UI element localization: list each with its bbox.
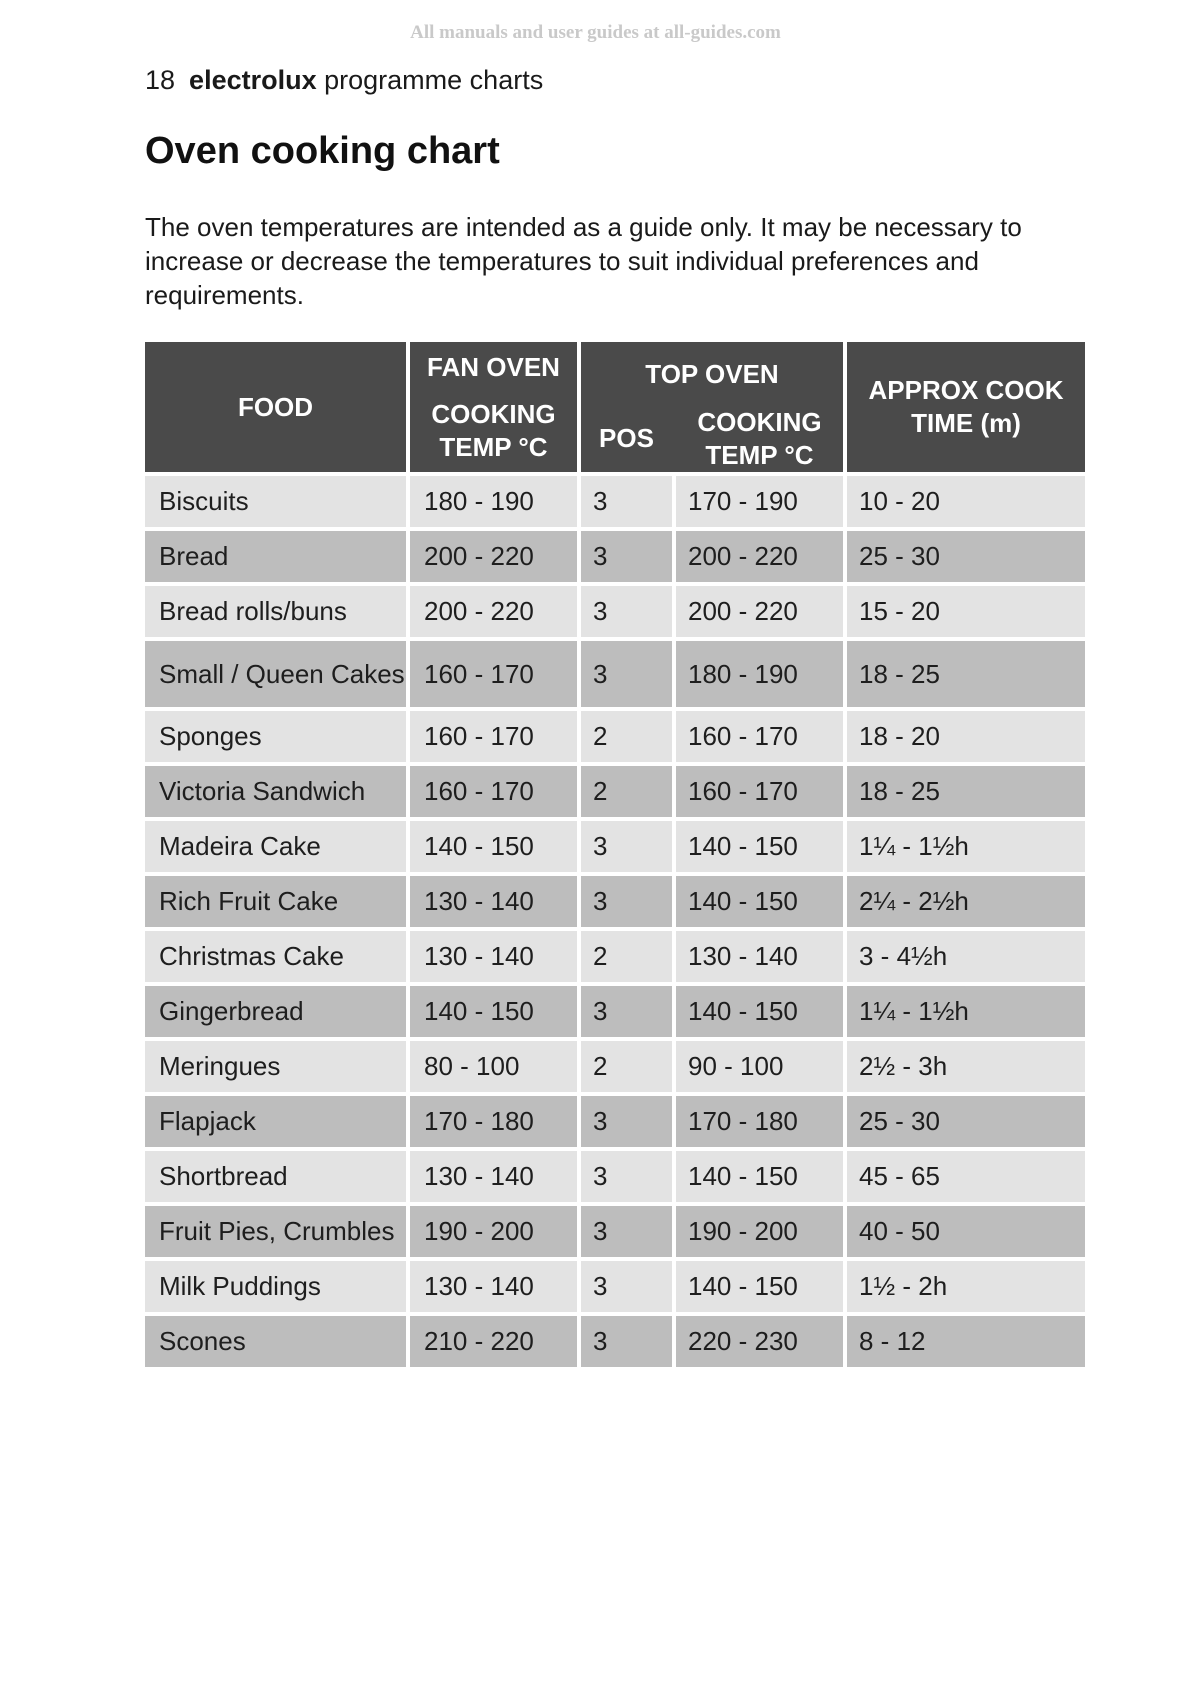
cell-cook-time: 10 - 20 [847,476,1085,527]
table-row [145,931,1085,982]
cell-cook-time: 1¼ - 1½h [847,986,1085,1037]
table-row [145,1096,1085,1147]
cell-food: Bread rolls/buns [145,586,406,637]
header-cook-time: APPROX COOK TIME (m) [847,342,1085,472]
cell-pos: 3 [581,1261,672,1312]
page-number: 18 [145,65,176,95]
cell-cook-time: 2½ - 3h [847,1041,1085,1092]
table-row [145,1206,1085,1257]
cell-top-temp: 140 - 150 [676,986,843,1037]
header-fan-oven: FAN OVEN [427,351,560,382]
table-row [145,876,1085,927]
cell-pos: 3 [581,1206,672,1257]
cell-top-temp: 160 - 170 [676,766,843,817]
cell-fan-temp: 160 - 170 [410,766,577,817]
section-name: programme charts [324,65,544,95]
cell-top-temp: 200 - 220 [676,531,843,582]
cell-top-temp: 140 - 150 [676,821,843,872]
cell-cook-time: 40 - 50 [847,1206,1085,1257]
cell-fan-temp: 130 - 140 [410,876,577,927]
cell-top-temp: 140 - 150 [676,876,843,927]
cell-cook-time: 25 - 30 [847,1096,1085,1147]
table-row [145,821,1085,872]
cell-top-temp: 130 - 140 [676,931,843,982]
cell-top-temp: 140 - 150 [676,1261,843,1312]
running-header [145,65,543,96]
cell-fan-temp: 80 - 100 [410,1041,577,1092]
cell-fan-temp: 130 - 140 [410,1261,577,1312]
header-top-temp: COOKING TEMP °C [697,407,822,470]
cell-top-temp: 140 - 150 [676,1151,843,1202]
cell-food: Small / Queen Cakes [145,641,406,707]
cell-pos: 2 [581,931,672,982]
table-body [145,476,1085,1367]
cell-pos: 3 [581,876,672,927]
cell-cook-time: 18 - 20 [847,711,1085,762]
oven-cooking-table [145,342,1085,1367]
cell-top-temp: 190 - 200 [676,1206,843,1257]
cell-fan-temp: 130 - 140 [410,1151,577,1202]
header-food: FOOD [145,342,406,472]
cell-food: Flapjack [145,1096,406,1147]
header-fan-temp: COOKING TEMP °C [431,398,556,462]
table-row [145,1151,1085,1202]
cell-top-temp: 220 - 230 [676,1316,843,1367]
table-row [145,476,1085,527]
table-row [145,711,1085,762]
cell-fan-temp: 190 - 200 [410,1206,577,1257]
table-row [145,1041,1085,1092]
cell-fan-temp: 140 - 150 [410,986,577,1037]
cell-pos: 3 [581,476,672,527]
cell-food: Victoria Sandwich [145,766,406,817]
cell-top-temp: 200 - 220 [676,586,843,637]
table-row [145,766,1085,817]
header-top-oven: TOP OVEN [645,359,779,389]
table-row [145,1316,1085,1367]
intro-paragraph: The oven temperatures are intended as a guide only. It may be necessary to increase or decrease the temperatures to suit individual preferences and requirements. [145,212,1022,310]
cell-fan-temp: 160 - 170 [410,641,577,707]
cell-food: Shortbread [145,1151,406,1202]
header-pos: POS [599,423,654,453]
cell-cook-time: 2¼ - 2½h [847,876,1085,927]
table-row [145,531,1085,582]
header-fan-oven-group [410,342,577,472]
cell-pos: 3 [581,641,672,707]
table-row [145,986,1085,1037]
cell-pos: 2 [581,711,672,762]
cell-cook-time: 15 - 20 [847,586,1085,637]
cell-pos: 3 [581,531,672,582]
cell-fan-temp: 130 - 140 [410,931,577,982]
cell-pos: 3 [581,586,672,637]
cell-food: Christmas Cake [145,931,406,982]
cell-cook-time: 25 - 30 [847,531,1085,582]
cell-fan-temp: 200 - 220 [410,531,577,582]
cell-food: Sponges [145,711,406,762]
cell-food: Gingerbread [145,986,406,1037]
cell-food: Biscuits [145,476,406,527]
cell-pos: 3 [581,986,672,1037]
cell-fan-temp: 160 - 170 [410,711,577,762]
cell-top-temp: 170 - 190 [676,476,843,527]
cell-fan-temp: 200 - 220 [410,586,577,637]
cell-fan-temp: 180 - 190 [410,476,577,527]
cell-cook-time: 45 - 65 [847,1151,1085,1202]
cell-cook-time: 8 - 12 [847,1316,1085,1367]
cell-food: Rich Fruit Cake [145,876,406,927]
table-row [145,586,1085,637]
cell-top-temp: 170 - 180 [676,1096,843,1147]
cell-food: Scones [145,1316,406,1367]
cell-cook-time: 3 - 4½h [847,931,1085,982]
table-header [145,342,1085,472]
cell-food: Meringues [145,1041,406,1092]
cell-pos: 3 [581,1096,672,1147]
cell-pos: 3 [581,821,672,872]
page-title: Oven cooking chart [145,130,500,172]
cell-top-temp: 90 - 100 [676,1041,843,1092]
cell-cook-time: 1¼ - 1½h [847,821,1085,872]
watermark: All manuals and user guides at all-guides.com [410,22,781,43]
cell-cook-time: 18 - 25 [847,766,1085,817]
cell-food: Bread [145,531,406,582]
cell-pos: 2 [581,766,672,817]
cell-pos: 3 [581,1151,672,1202]
cell-pos: 2 [581,1041,672,1092]
cell-fan-temp: 210 - 220 [410,1316,577,1367]
cell-cook-time: 1½ - 2h [847,1261,1085,1312]
cell-food: Madeira Cake [145,821,406,872]
table-row [145,641,1085,707]
table-row [145,1261,1085,1312]
cell-cook-time: 18 - 25 [847,641,1085,707]
cell-food: Fruit Pies, Crumbles [145,1206,406,1257]
cell-top-temp: 160 - 170 [676,711,843,762]
cell-top-temp: 180 - 190 [676,641,843,707]
cell-fan-temp: 170 - 180 [410,1096,577,1147]
brand-name: electrolux [189,65,317,95]
cell-food: Milk Puddings [145,1261,406,1312]
cell-pos: 3 [581,1316,672,1367]
cell-fan-temp: 140 - 150 [410,821,577,872]
